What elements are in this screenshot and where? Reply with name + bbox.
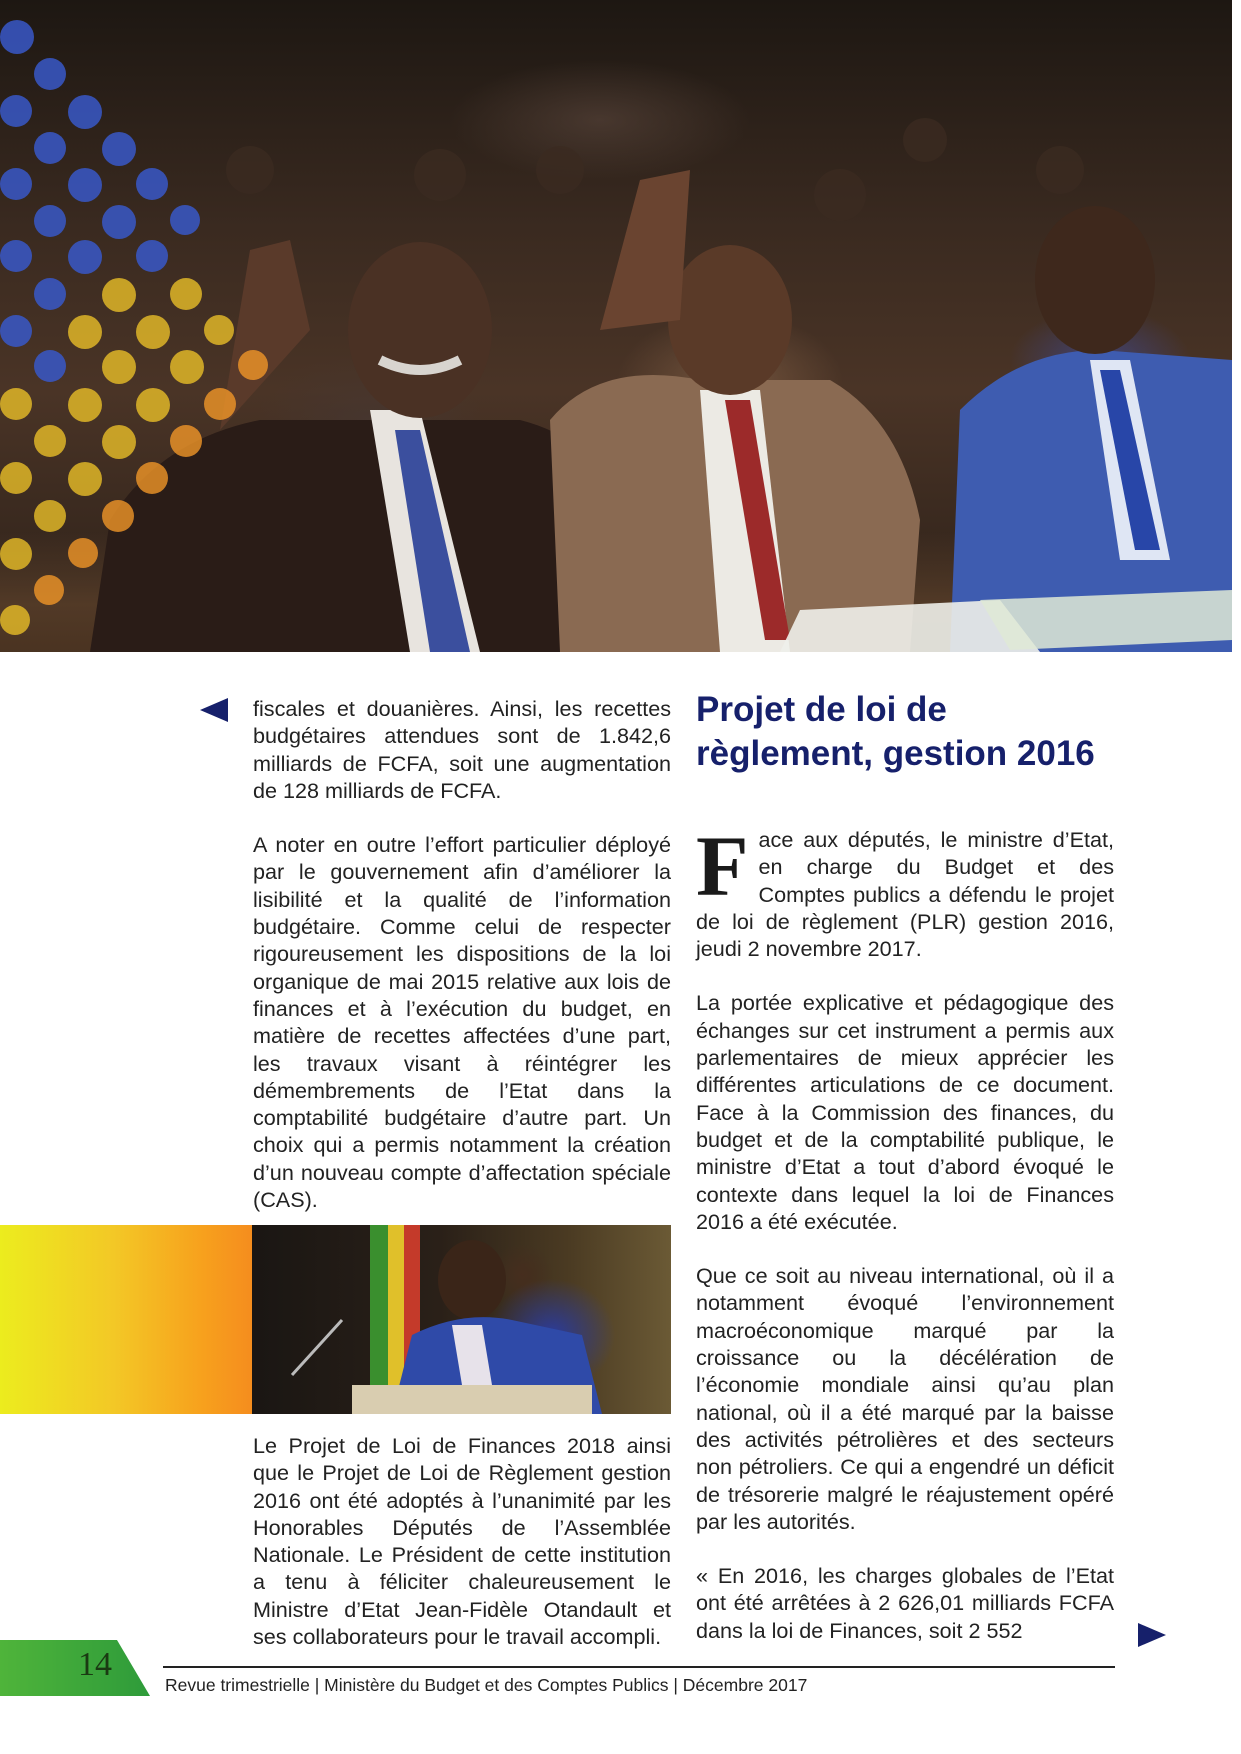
continued-from-arrow-icon: [200, 698, 228, 722]
decorative-gradient-bar: [0, 1225, 252, 1414]
hero-photo-figures: [0, 0, 1232, 652]
continued-on-arrow-icon: [1138, 1623, 1166, 1647]
hero-photo-deputies-voting: [0, 0, 1232, 652]
right-paragraph-1: [696, 818, 1114, 962]
right-paragraph-3: Que ce soit au niveau international, où il a notamment évoqué l’environnement macroéconomique marqué par la croissance ou la décélération de l’économie mondiale ainsi qu’au plan national, où il a été marqué par la baisse des activités pétrolières et des secteurs non pétroliers. Ce qui a engendré un déficit de trésorerie malgré le réajustement opéré par les autorités.: [696, 1263, 1114, 1534]
right-paragraph-1-text: ace aux députés, le ministre d’Etat, en charge du Budget et des Comptes publics a défendu le projet de loi de règlement (PLR) gestion 2016, jeudi 2 novembre 2017.: [696, 827, 1114, 962]
drop-cap: F: [696, 818, 749, 914]
article-title: [696, 688, 1126, 776]
left-column-bottom: [253, 1432, 671, 1677]
minister-photo: [252, 1225, 671, 1414]
right-paragraph-2: La portée explicative et pédagogique des échanges sur cet instrument a permis aux parlementaires de mieux apprécier les différentes articulations de ce document. Face à la Commission des finances, du budget et de la comptabilité publique, le ministre d’Etat a tout d’abord évoqué le contexte dans lequel la loi de Finances 2016 a été exécutée.: [696, 990, 1114, 1234]
right-paragraph-4: « En 2016, les charges globales de l’Etat ont été arrêtées à 2 626,01 milliards FCFA dans la loi de Finances, soit 2 552: [696, 1563, 1114, 1643]
footer-publication-info: Revue trimestrielle | Ministère du Budget et des Comptes Publics | Décembre 2017: [165, 1675, 808, 1695]
article-title-line-2: règlement, gestion 2016: [696, 734, 1095, 773]
minister-photo-figures: [252, 1225, 671, 1414]
article-title-line-1: Projet de loi de: [696, 690, 947, 729]
right-column: [696, 818, 1114, 1671]
footer-rule: [163, 1666, 1115, 1668]
left-column-top: [253, 695, 671, 1240]
left-paragraph-2: A noter en outre l’effort particulier déployé par le gouvernement afin d’améliorer la lisibilité et la qualité de l’information budgétaire. Comme celui de respecter rigoureusement les dispositions de la loi organique de mai 2015 relative aux lois de finances et à l’exécution du budget, en matière de recettes affectées d’une part, les travaux visant à réintégrer les démembrements de l’Etat dans la comptabilité budgétaire d’autre part. Un choix qui a permis notamment la création d’un nouveau compte d’affectation spéciale (CAS).: [253, 832, 671, 1213]
page-number: 14: [78, 1646, 112, 1683]
left-paragraph-3: Le Projet de Loi de Finances 2018 ainsi que le Projet de Loi de Règlement gestion 2016 ont été adoptés à l’unanimité par les Honorables Députés de l’Assemblée Nationale. Le Président de cette institution a tenu à féliciter chaleureusement le Ministre d’Etat Jean-Fidèle Otandault et ses collaborateurs pour le travail accompli.: [253, 1433, 671, 1650]
left-paragraph-1: fiscales et douanières. Ainsi, les recettes budgétaires attendues sont de 1.842,6 milliards de FCFA, soit une augmentation de 128 milliards de FCFA.: [253, 696, 671, 803]
